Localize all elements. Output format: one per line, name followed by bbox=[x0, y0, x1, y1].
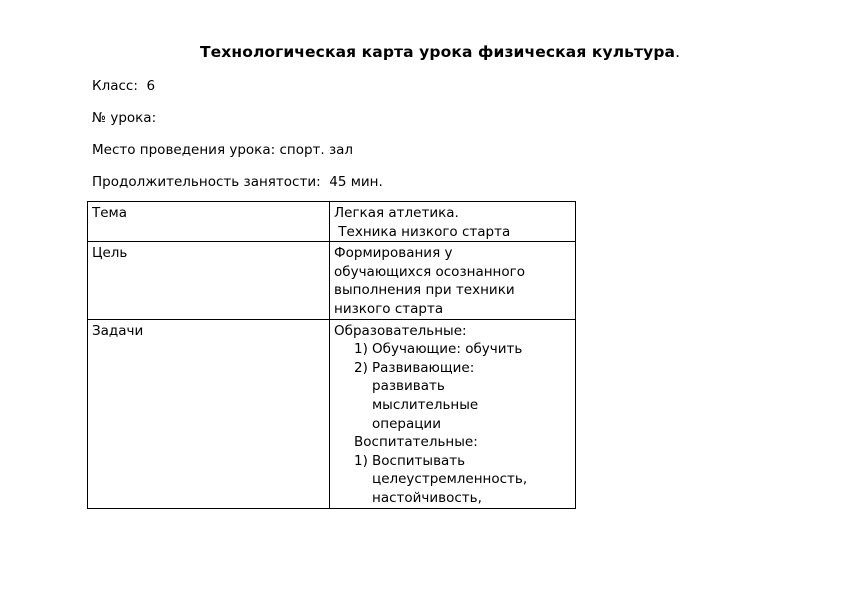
table-row-goal bbox=[88, 242, 576, 319]
list-text: Обучающие: обучить bbox=[372, 341, 523, 358]
goal-line: обучающихся осознанного bbox=[334, 263, 525, 280]
lesson-number-line: № урока: bbox=[92, 110, 157, 126]
upbringing-heading: Воспитательные: bbox=[354, 434, 478, 451]
list-number: 1) bbox=[354, 452, 368, 469]
goal-line: низкого старта bbox=[334, 300, 444, 317]
list-item bbox=[334, 340, 571, 359]
tasks-label-cell bbox=[88, 319, 330, 508]
tasks-value-cell bbox=[330, 319, 576, 508]
title-dot: . bbox=[675, 43, 681, 61]
topic-line: Легкая атлетика. bbox=[334, 205, 459, 221]
lesson-plan-table bbox=[87, 201, 576, 509]
list-continuation: мыслительные bbox=[372, 396, 479, 413]
list-number: 2) bbox=[354, 359, 368, 376]
topic-label-cell bbox=[88, 202, 330, 242]
list-continuation: операции bbox=[372, 415, 441, 432]
goal-label-cell bbox=[88, 242, 330, 319]
list-continuation: настойчивость, bbox=[372, 489, 482, 506]
title-text: Технологическая карта урока физическая культура bbox=[200, 43, 676, 61]
goal-label: Цель bbox=[92, 245, 128, 262]
table-row-topic bbox=[88, 202, 576, 242]
list-continuation: целеустремленность, bbox=[372, 471, 528, 488]
class-line: Класс: 6 bbox=[92, 78, 156, 94]
page-title bbox=[200, 43, 680, 61]
goal-line: выполнения при техники bbox=[334, 282, 515, 299]
list-number: 1) bbox=[354, 341, 368, 358]
educational-heading: Образовательные: bbox=[334, 322, 467, 339]
list-item bbox=[334, 452, 571, 471]
goal-line: Формирования у bbox=[334, 245, 453, 262]
list-item bbox=[334, 359, 571, 378]
table-row-tasks bbox=[88, 319, 576, 508]
topic-label: Тема bbox=[92, 205, 128, 221]
list-text: Воспитывать bbox=[372, 452, 466, 469]
goal-value-cell bbox=[330, 242, 576, 319]
tasks-label: Задачи bbox=[92, 322, 144, 339]
duration-line: Продолжительность занятости: 45 мин. bbox=[92, 174, 383, 190]
topic-line: Техника низкого старта bbox=[334, 223, 511, 240]
topic-value-cell bbox=[330, 202, 576, 242]
list-text: Развивающие: bbox=[372, 359, 475, 376]
list-continuation: развивать bbox=[372, 378, 445, 395]
place-line: Место проведения урока: спорт. зал bbox=[92, 142, 354, 158]
